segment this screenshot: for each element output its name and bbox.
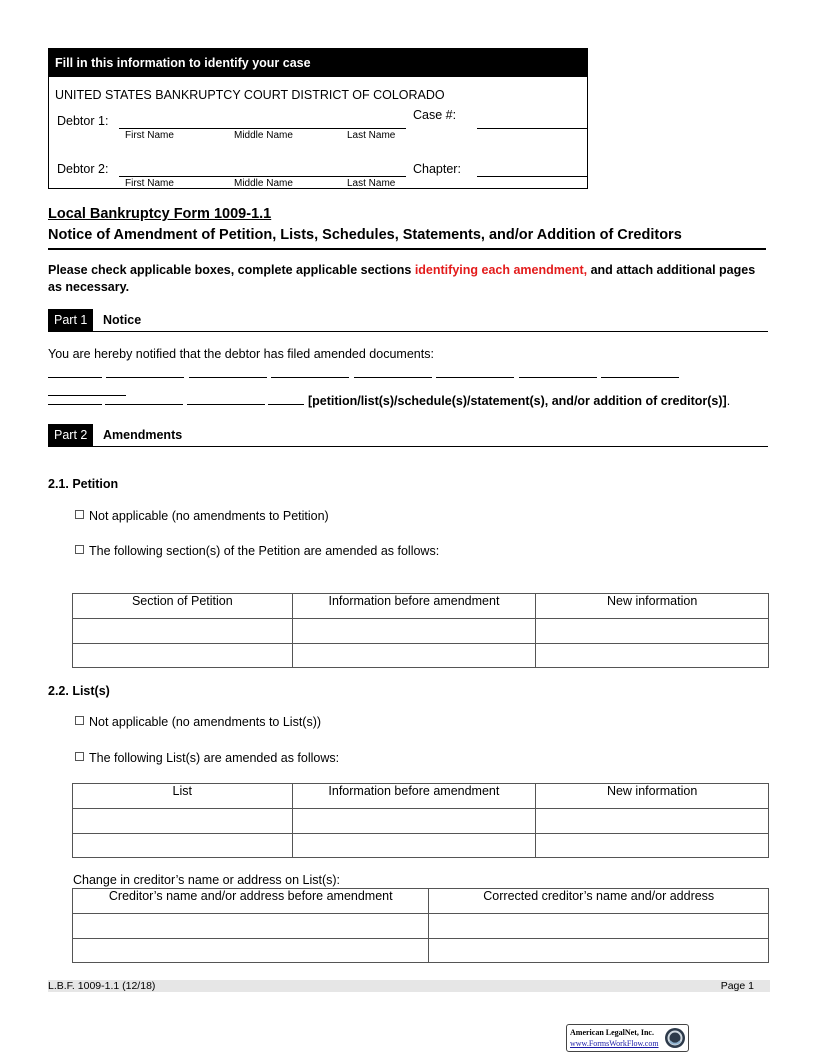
lists-not-applicable-checkbox[interactable] [75, 716, 84, 725]
table-cell[interactable] [292, 619, 536, 644]
amended-documents-field-1[interactable] [48, 365, 760, 378]
petition-not-applicable-label: Not applicable (no amendments to Petition) [89, 509, 329, 523]
case-number-field[interactable] [477, 128, 588, 129]
part1-title: Notice [103, 313, 142, 327]
badge-company: American LegalNet, Inc. [570, 1028, 654, 1037]
debtor2-middle-name-label: Middle Name [234, 178, 293, 189]
end-period: . [726, 394, 731, 408]
lists-amended-checkbox[interactable] [75, 752, 84, 761]
petition-amended-checkbox[interactable] [75, 545, 84, 554]
table-header-row [73, 784, 769, 809]
document-type-bracket: [petition/list(s)/schedule(s)/statement(s), and/or addition of creditor(s)] [307, 394, 727, 408]
badge-url[interactable]: www.FormsWorkFlow.com [570, 1039, 659, 1048]
case-info-box [48, 48, 588, 189]
col-creditor-corrected: Corrected creditor’s name and/or address [429, 889, 769, 914]
table-cell[interactable] [536, 619, 769, 644]
lists-amended-label: The following List(s) are amended as follows: [89, 751, 340, 765]
debtor1-label: Debtor 1: [57, 114, 109, 128]
col-new-info: New information [536, 594, 769, 619]
table-cell[interactable] [73, 834, 293, 858]
globe-icon [664, 1027, 686, 1049]
table-row [73, 809, 769, 834]
table-cell[interactable] [73, 644, 293, 668]
case-box-header: Fill in this information to identify your case [49, 49, 587, 77]
table-cell[interactable] [73, 939, 429, 963]
title-rule [48, 248, 766, 250]
table-cell[interactable] [73, 809, 293, 834]
form-title: Notice of Amendment of Petition, Lists, Schedules, Statements, and/or Addition of Creditors [48, 227, 682, 243]
lists-not-applicable-label: Not applicable (no amendments to List(s)) [89, 715, 322, 729]
case-number-label: Case #: [413, 108, 457, 122]
debtor1-last-name-label: Last Name [347, 130, 396, 141]
debtor2-label: Debtor 2: [57, 162, 109, 176]
part1-tag: Part 1 [48, 309, 93, 331]
petition-not-applicable-checkbox[interactable] [75, 510, 84, 519]
part2-tag: Part 2 [48, 424, 93, 446]
chapter-label: Chapter: [413, 162, 461, 176]
debtor2-first-name-label: First Name [125, 178, 174, 189]
court-name: UNITED STATES BANKRUPTCY COURT DISTRICT OF COLORADO [55, 88, 445, 102]
table-cell[interactable] [292, 809, 536, 834]
footer-bar [48, 980, 770, 992]
instructions-text: Please check applicable boxes, complete applicable sections [48, 263, 415, 277]
form-number-title: Local Bankruptcy Form 1009-1.1 [48, 206, 272, 222]
part1-statement: You are hereby notified that the debtor has filed amended documents: [48, 347, 434, 361]
instructions-text-end: and attach additional pages as necessary. [48, 263, 756, 294]
col-info-before: Information before amendment [292, 594, 536, 619]
table-cell[interactable] [536, 809, 769, 834]
col-info-before: Information before amendment [292, 784, 536, 809]
debtor1-name-field[interactable] [119, 128, 406, 129]
debtor1-first-name-label: First Name [125, 130, 174, 141]
table-row [73, 914, 769, 939]
table-header-row [73, 594, 769, 619]
chapter-field[interactable] [477, 176, 588, 177]
table-row [73, 619, 769, 644]
table-cell[interactable] [429, 914, 769, 939]
table-cell[interactable] [536, 834, 769, 858]
creditor-change-label: Change in creditor’s name or address on List(s): [73, 873, 341, 887]
petition-amended-label: The following section(s) of the Petition are amended as follows: [89, 544, 440, 558]
table-cell[interactable] [292, 834, 536, 858]
section-2-1-heading: 2.1. Petition [48, 477, 119, 491]
section-2-2-heading: 2.2. List(s) [48, 684, 110, 698]
part1-rule [48, 331, 768, 332]
table-row [73, 644, 769, 668]
table-row [73, 834, 769, 858]
footer-page-number: Page 1 [720, 980, 754, 992]
instructions [48, 262, 768, 296]
lists-amendments-table [72, 783, 769, 858]
part2-title: Amendments [103, 428, 183, 442]
table-cell[interactable] [536, 644, 769, 668]
legalnet-badge[interactable] [566, 1024, 689, 1052]
table-cell[interactable] [292, 644, 536, 668]
petition-amendments-table [72, 593, 769, 668]
table-cell[interactable] [73, 914, 429, 939]
debtor2-last-name-label: Last Name [347, 178, 396, 189]
creditor-change-table [72, 888, 769, 963]
col-creditor-before: Creditor’s name and/or address before amendment [73, 889, 429, 914]
instructions-highlight: identifying each amendment, [414, 263, 588, 277]
col-section-of-petition: Section of Petition [73, 594, 293, 619]
debtor1-middle-name-label: Middle Name [234, 130, 293, 141]
table-row [73, 939, 769, 963]
table-header-row [73, 889, 769, 914]
amended-documents-field-2[interactable] [48, 394, 308, 408]
col-new-info: New information [536, 784, 769, 809]
amended-documents-line-2 [48, 393, 768, 408]
col-list: List [73, 784, 293, 809]
debtor2-name-field[interactable] [119, 176, 406, 177]
footer-form-id: L.B.F. 1009-1.1 (12/18) [48, 980, 156, 992]
table-cell[interactable] [429, 939, 769, 963]
table-cell[interactable] [73, 619, 293, 644]
part2-rule [48, 446, 768, 447]
